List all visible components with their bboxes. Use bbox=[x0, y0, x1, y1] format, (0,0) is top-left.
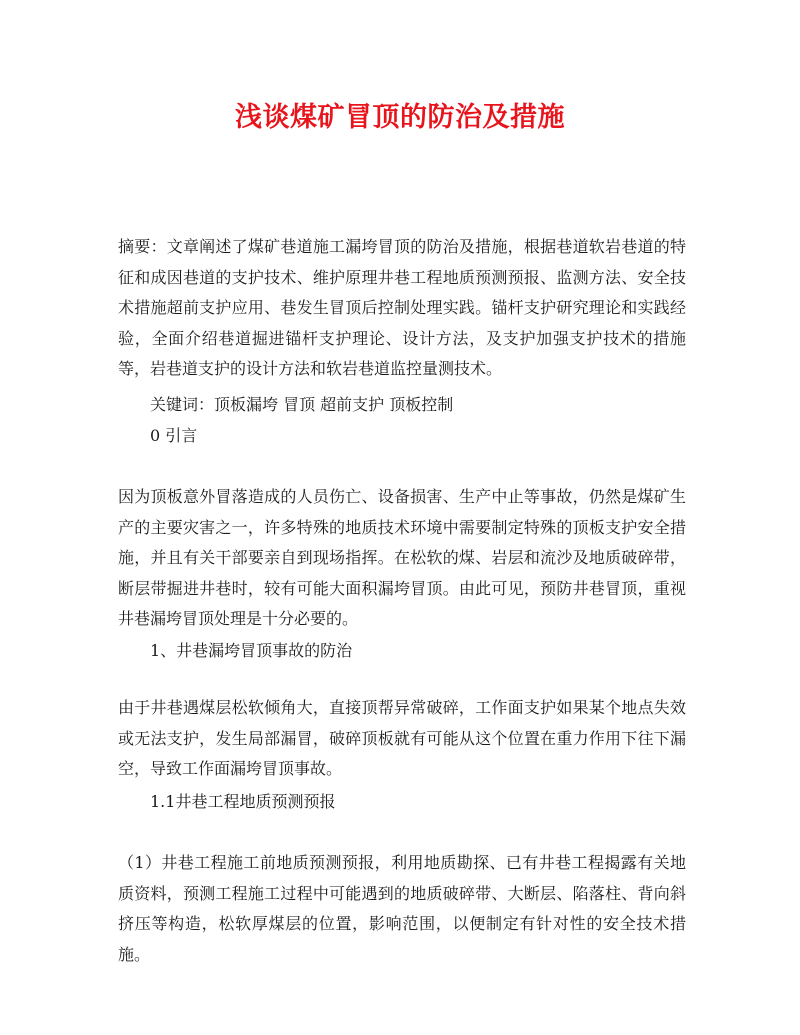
section1-paragraph: 由于井巷遇煤层松软倾角大，直接顶帮异常破碎，工作面支护如果某个地点失效或无法支护，发生局部漏冒，破碎顶板就有可能从这个位置在重力作用下往下漏空，导致工作面漏垮冒顶事故。 bbox=[118, 698, 686, 778]
section11-heading: 1.1井巷工程地质预测预报 bbox=[150, 792, 336, 811]
abstract-paragraph: 摘要：文章阐述了煤矿巷道施工漏垮冒顶的防治及措施，根据巷道软岩巷道的特征和成因巷道的支护技术、维护原理井巷工程地质预测预报、监测方法、安全技术措施超前支护应用、巷发生冒顶后控制处理实践。锚杆支护研究理论和实践经验，全面介绍巷道掘进锚杆支护理论、设计方法，及支护加强支护技术的措施等，岩巷道支护的设计方法和软岩巷道监控量测技术。 bbox=[118, 237, 686, 378]
intro-paragraph: 因为顶板意外冒落造成的人员伤亡、设备损害、生产中止等事故，仍然是煤矿生产的主要灾害之一，许多特殊的地质技术环境中需要制定特殊的顶板支护安全措施，并且有关干部要亲自到现场指挥。在松软的煤、岩层和流沙及地质破碎带，断层带掘进井巷时，较有可能大面积漏垮冒顶。由此可见，预防井巷冒顶，重视井巷漏垮冒顶处理是十分必要的。 bbox=[118, 487, 686, 628]
keywords-line: 关键词：顶板漏垮 冒顶 超前支护 顶板控制 bbox=[150, 395, 454, 414]
intro-heading: 0 引言 bbox=[150, 426, 198, 445]
section11-paragraph: （1）井巷工程施工前地质预测预报，利用地质勘探、已有井巷工程揭露有关地质资料，预测工程施工过程中可能遇到的地质破碎带、大断层、陷落柱、背向斜挤压等构造，松软厚煤层的位置，影响范围，以便制定有针对性的安全技术措施。 bbox=[118, 853, 686, 964]
document-title: 浅谈煤矿冒顶的防治及措施 bbox=[235, 102, 565, 133]
section1-heading: 1、井巷漏垮冒顶事故的防治 bbox=[150, 641, 353, 660]
